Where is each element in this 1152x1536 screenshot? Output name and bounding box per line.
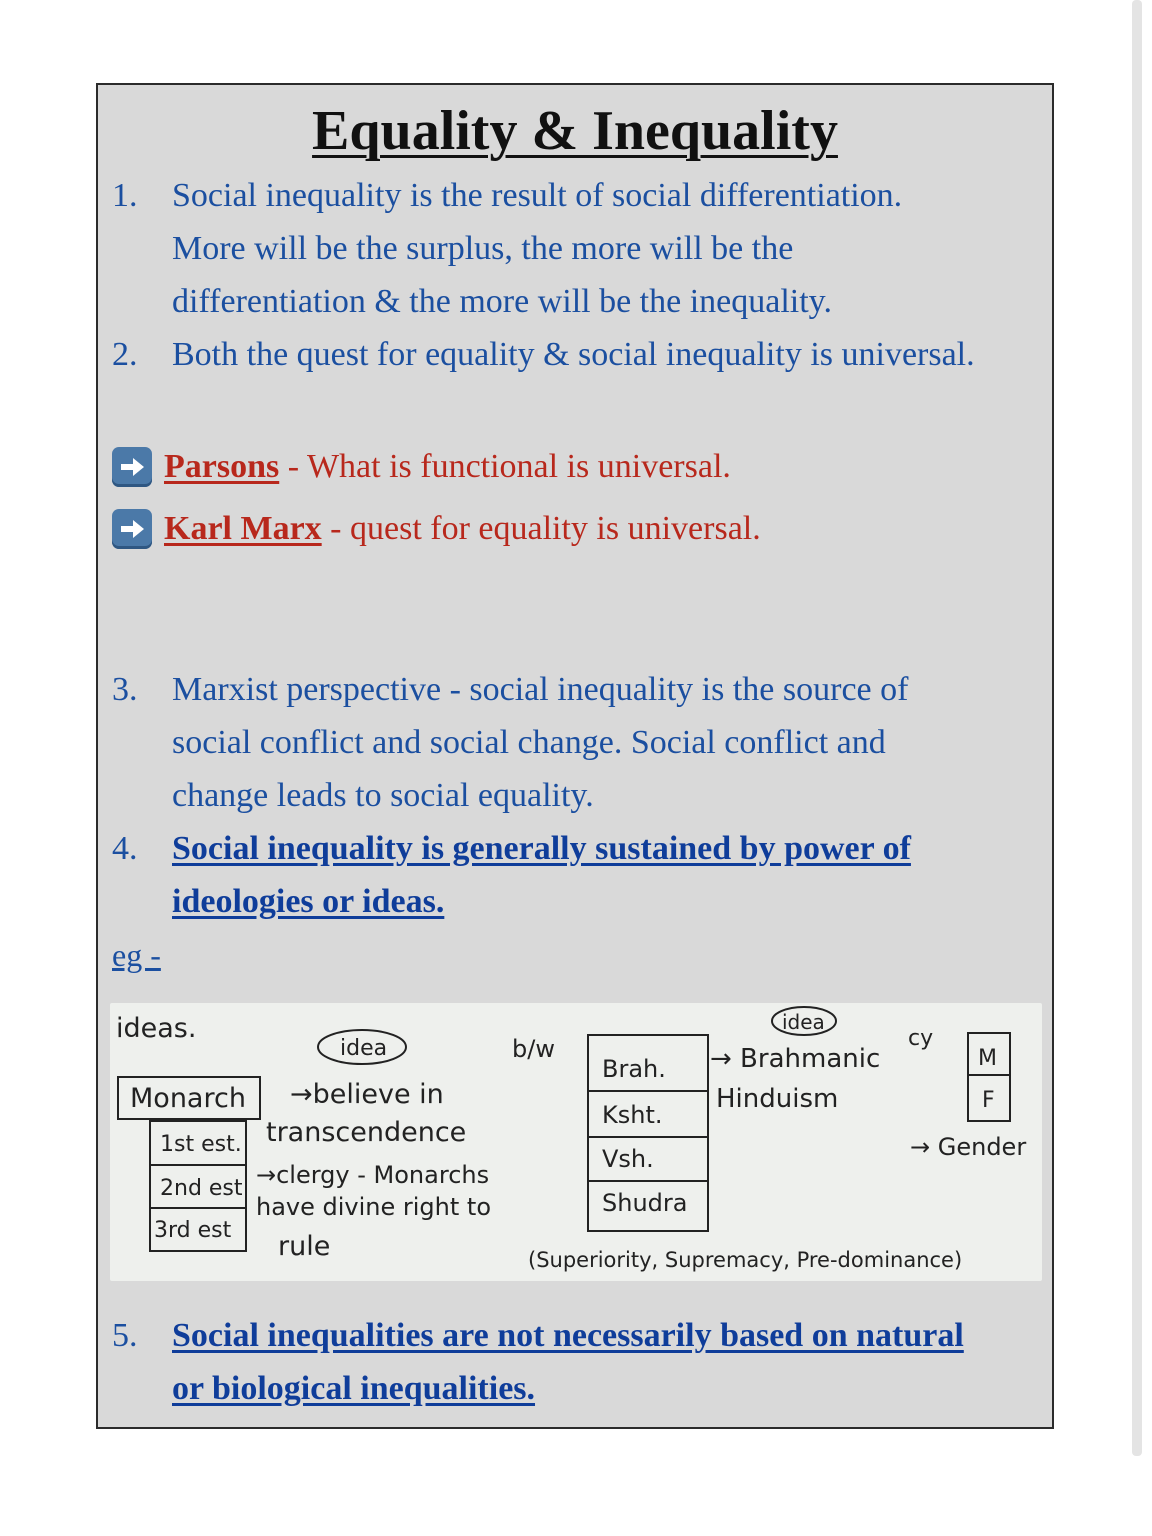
point-number: 2. — [112, 336, 138, 373]
sketch-ideas: ideas. — [116, 1013, 197, 1044]
handwritten-sketch — [110, 1003, 1042, 1281]
point-line: Social inequalities are not necessarily based on natural — [172, 1317, 964, 1354]
point-number: 3. — [112, 671, 138, 708]
sketch-estate-1: 1st est. — [160, 1132, 242, 1157]
sketch-varna-1: Brah. — [602, 1055, 666, 1083]
sketch-believe: →believe in — [290, 1079, 444, 1110]
note-card — [96, 83, 1054, 1429]
sketch-transcendence: transcendence — [266, 1117, 467, 1148]
point-line: More will be the surplus, the more will be the — [172, 230, 794, 267]
sketch-varna-4: Shudra — [602, 1189, 688, 1217]
sketch-by: b/w — [512, 1035, 555, 1063]
thinker-statement: - What is functional is universal. — [279, 448, 731, 485]
right-arrow-icon — [112, 509, 152, 549]
sketch-monarch: Monarch — [130, 1083, 246, 1114]
point-line: change leads to social equality. — [172, 777, 594, 814]
sketch-varna-2: Ksht. — [602, 1101, 663, 1129]
scrollbar[interactable] — [1132, 0, 1142, 1456]
point-1 — [112, 169, 1042, 328]
sketch-brahmanic: → Brahmanic — [710, 1044, 881, 1074]
point-5 — [112, 1309, 1042, 1415]
point-line: differentiation & the more will be the inequality. — [172, 283, 832, 320]
point-line: Social inequality is the result of social differentiation. — [172, 177, 903, 214]
point-line: Marxist perspective - social inequality is the source of — [172, 671, 909, 708]
thinker-marx — [112, 509, 761, 549]
point-number: 1. — [112, 177, 138, 214]
point-line: Both the quest for equality & social inequality is universal. — [172, 336, 975, 373]
sketch-divine: have divine right to — [256, 1193, 492, 1221]
point-3 — [112, 663, 1042, 822]
point-line: or biological inequalities. — [172, 1370, 536, 1407]
point-number: 5. — [112, 1317, 138, 1354]
point-number: 4. — [112, 830, 138, 867]
eg-label: eg - — [112, 937, 161, 973]
thinker-name: Parsons — [164, 448, 280, 485]
sketch-gender-m: M — [978, 1046, 997, 1071]
right-arrow-icon — [112, 447, 152, 487]
sketch-gender-f: F — [982, 1088, 995, 1113]
sketch-hinduism: Hinduism — [716, 1084, 839, 1114]
sketch-clergy: →clergy - Monarchs — [256, 1161, 490, 1189]
sketch-estate-2: 2nd est — [160, 1176, 243, 1201]
thinker-parsons — [112, 447, 731, 487]
point-line: social conflict and social change. Social conflict and — [172, 724, 886, 761]
sketch-idea-left: idea — [340, 1036, 388, 1061]
sketch-superiority: (Superiority, Supremacy, Pre-dominance) — [528, 1248, 963, 1272]
point-line: Social inequality is generally sustained by power of — [172, 830, 911, 867]
sketch-cy: cy — [908, 1026, 934, 1051]
sketch-idea-right: idea — [782, 1010, 825, 1034]
thinker-statement: - quest for equality is universal. — [321, 510, 761, 547]
sketch-estate-3: 3rd est — [154, 1218, 232, 1243]
sketch-varna-3: Vsh. — [602, 1145, 654, 1173]
point-2 — [112, 328, 1042, 381]
sketch-rule: rule — [278, 1231, 331, 1262]
sketch-gender: → Gender — [910, 1133, 1027, 1161]
point-4 — [112, 822, 1042, 928]
page-title: Equality & Inequality — [312, 100, 838, 162]
point-line: ideologies or ideas. — [172, 883, 445, 920]
thinker-name: Karl Marx — [164, 510, 322, 547]
